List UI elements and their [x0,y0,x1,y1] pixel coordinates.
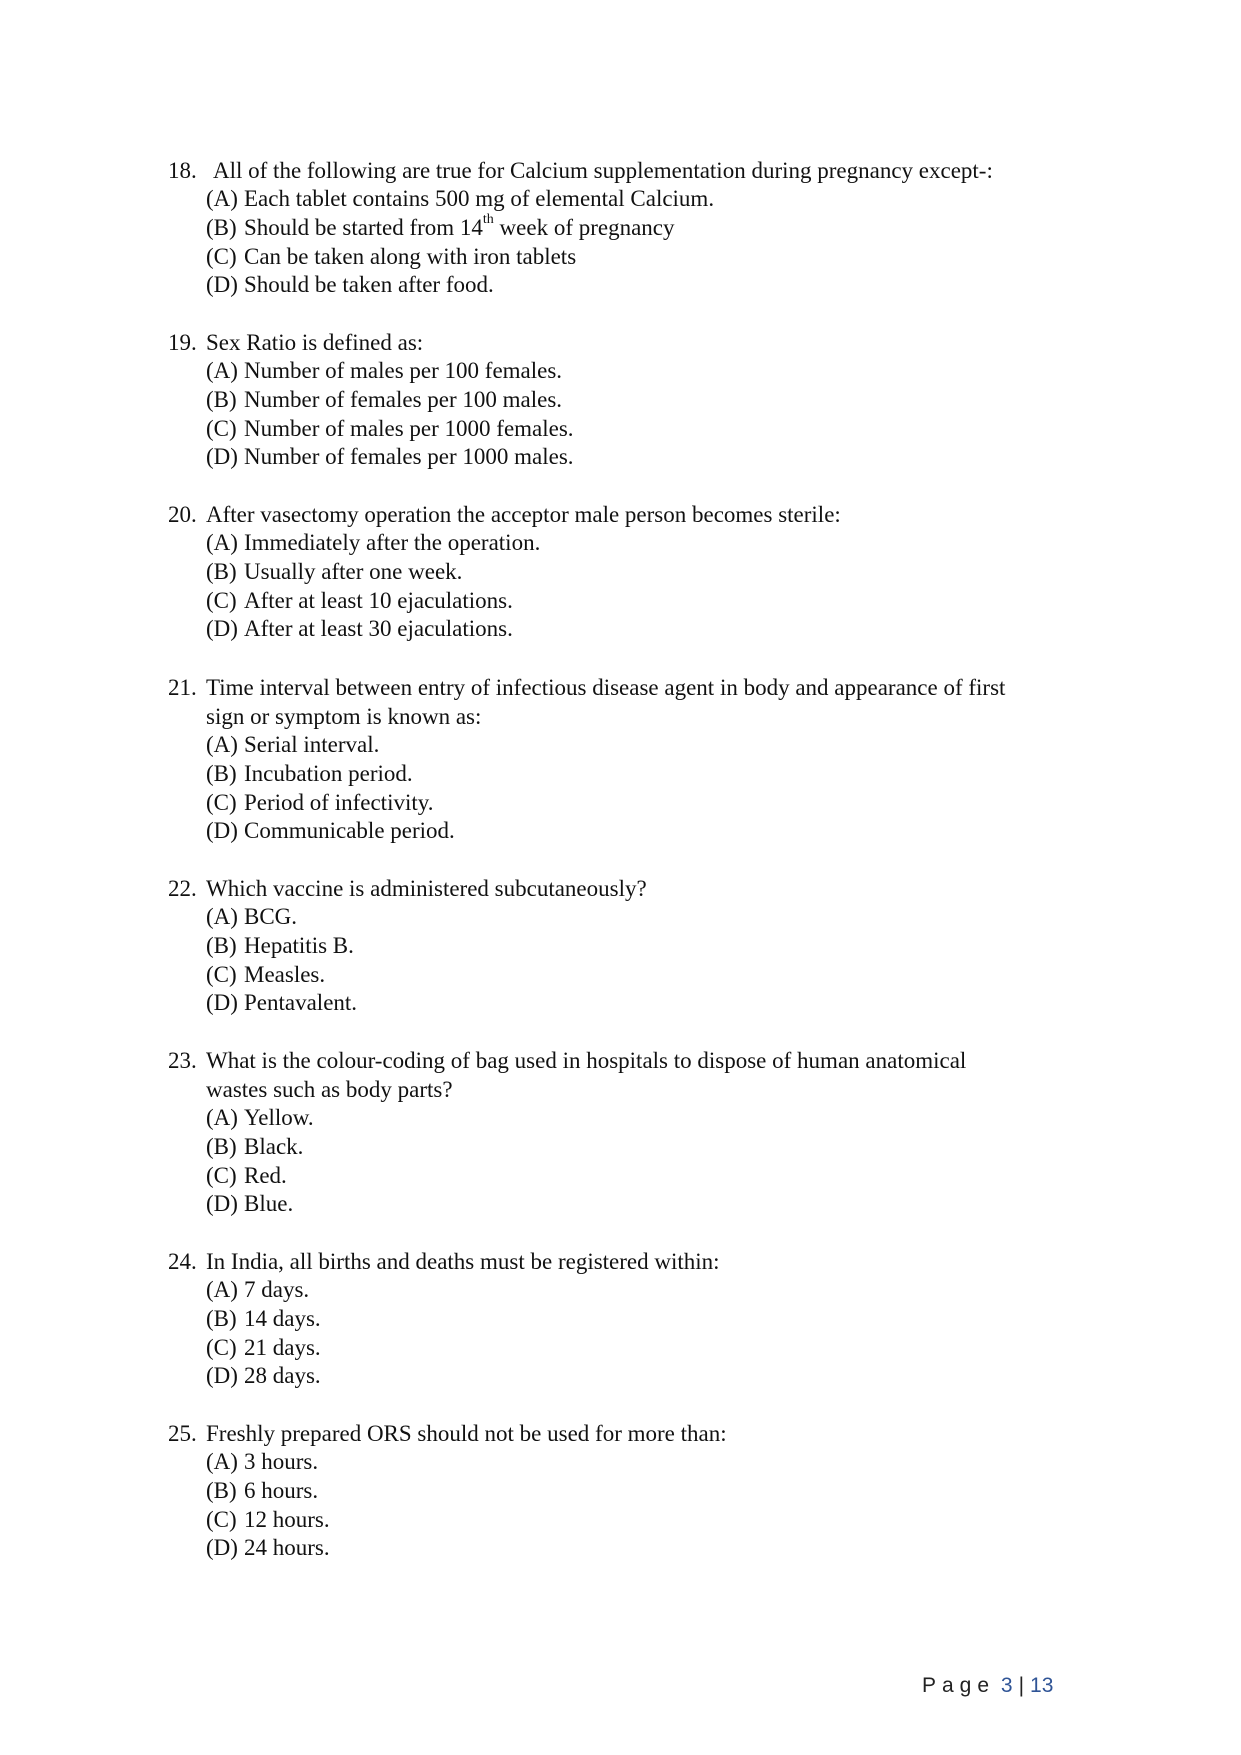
option-b [0,760,1241,789]
page-word: Page [922,1674,996,1697]
option-text: 28 days. [244,1363,321,1389]
option-label: (A) [206,530,238,555]
question-23 [0,1046,1241,1219]
option-d [0,1534,1241,1563]
option-text: Serial interval. [244,732,380,757]
option-c [0,415,1241,444]
option-label: (A) [206,1105,238,1130]
option-label: (C) [206,243,237,269]
option-label: (B) [206,932,237,958]
option-d [0,1362,1241,1391]
option-d [0,817,1241,846]
option-d [0,615,1241,644]
option-label: (C) [206,587,237,613]
option-c [0,1334,1241,1363]
option-text: Blue. [244,1191,294,1217]
option-label: (A) [206,1449,238,1474]
option-text: Hepatitis B. [244,932,354,958]
question-stem: After vasectomy operation the acceptor male person becomes sterile: [206,502,841,527]
option-label: (B) [206,386,237,412]
question-20 [0,500,1241,644]
option-label: (C) [206,1334,237,1360]
option-text: 24 hours. [244,1535,330,1561]
option-a [0,357,1241,386]
option-text: 12 hours. [244,1506,330,1532]
option-text: Yellow. [244,1105,314,1130]
option-text: 3 hours. [244,1449,319,1474]
question-stem: In India, all births and deaths must be registered within: [206,1249,720,1274]
option-label: (B) [206,558,237,584]
page-separator: | [1018,1674,1025,1697]
option-label: (D) [206,818,238,844]
option-text: Immediately after the operation. [244,530,541,555]
question-number: 21. [168,675,197,700]
question-22 [0,874,1241,1018]
option-text: Number of males per 1000 females. [244,415,574,441]
option-text: Should be taken after food. [244,272,494,298]
option-label: (A) [206,904,238,929]
option-text: After at least 10 ejaculations. [244,587,513,613]
option-label: (A) [206,732,238,757]
question-stem-continued: sign or symptom is known as: [206,704,482,729]
option-text: Number of females per 100 males. [244,386,563,412]
option-label: (C) [206,1162,237,1188]
option-text: Pentavalent. [244,990,358,1016]
option-b [0,386,1241,415]
option-text: 6 hours. [244,1477,319,1503]
option-d [0,271,1241,300]
option-text: 7 days. [244,1277,310,1302]
option-label: (B) [206,1305,237,1331]
option-text: After at least 30 ejaculations. [244,616,513,642]
option-c [0,961,1241,990]
question-stem: Freshly prepared ORS should not be used for more than: [206,1421,727,1446]
option-label: (D) [206,1535,238,1561]
option-a [0,529,1241,558]
question-stem: Sex Ratio is defined as: [206,330,424,355]
option-label: (D) [206,616,238,642]
option-text: Number of females per 1000 males. [244,444,574,470]
option-d [0,989,1241,1018]
option-c [0,1506,1241,1535]
current-page-number: 3 [1000,1674,1013,1697]
option-label: (D) [206,444,238,470]
question-stem: Which vaccine is administered subcutaneously? [206,876,647,901]
option-label: (A) [206,358,238,383]
option-text: Can be taken along with iron tablets [244,243,577,269]
option-text: Each tablet contains 500 mg of elemental Calcium. [244,186,715,211]
question-number: 18. [168,158,197,183]
option-c [0,789,1241,818]
option-a [0,903,1241,932]
question-21 [0,673,1241,846]
option-a [0,1276,1241,1305]
option-label: (A) [206,186,238,211]
option-text: Communicable period. [244,818,455,844]
question-24 [0,1247,1241,1391]
option-text-part: week of pregnancy [493,214,675,240]
question-stem-continued: wastes such as body parts? [206,1077,453,1102]
question-number: 23. [168,1048,197,1073]
option-a [0,185,1241,214]
option-a [0,731,1241,760]
option-text: 21 days. [244,1334,321,1360]
option-label: (B) [206,214,237,240]
question-25 [0,1419,1241,1563]
option-label: (C) [206,961,237,987]
option-label: (B) [206,1477,237,1503]
superscript: th [482,212,494,228]
option-text: Red. [244,1162,287,1188]
option-c [0,243,1241,272]
question-stem: What is the colour-coding of bag used in hospitals to dispose of human anatomical [206,1048,967,1073]
option-label: (C) [206,1506,237,1532]
option-text: 14 days. [244,1305,321,1331]
option-label: (D) [206,1191,238,1217]
option-b [0,1305,1241,1334]
option-label: (B) [206,760,237,786]
question-stem: Time interval between entry of infectious disease agent in body and appearance of first [206,675,1006,700]
option-text: Number of males per 100 females. [244,358,563,383]
option-text: Measles. [244,961,326,987]
option-b [0,558,1241,587]
option-text: BCG. [244,904,298,929]
option-b [0,932,1241,961]
option-text [244,214,675,243]
total-pages: 13 [1030,1674,1054,1697]
question-number: 24. [168,1249,197,1274]
option-text: Period of infectivity. [244,789,434,815]
option-c [0,587,1241,616]
option-a [0,1104,1241,1133]
option-b [0,214,1241,243]
question-19 [0,328,1241,472]
option-b [0,1477,1241,1506]
option-label: (D) [206,990,238,1016]
option-b [0,1133,1241,1162]
option-text-part: Should be started from 14 [244,214,483,240]
option-label: (B) [206,1133,237,1159]
option-label: (D) [206,1363,238,1389]
option-d [0,1190,1241,1219]
page-footer [922,1674,1053,1698]
question-number: 19. [168,330,197,355]
option-c [0,1162,1241,1191]
option-text: Usually after one week. [244,558,463,584]
option-label: (C) [206,415,237,441]
option-label: (A) [206,1277,238,1302]
question-stem: All of the following are true for Calcium supplementation during pregnancy except-: [213,158,993,183]
option-label: (C) [206,789,237,815]
option-label: (D) [206,272,238,298]
question-number: 20. [168,502,197,527]
question-number: 22. [168,876,197,901]
option-text: Black. [244,1133,304,1159]
question-number: 25. [168,1421,197,1446]
question-18 [0,156,1241,300]
option-a [0,1448,1241,1477]
option-text: Incubation period. [244,760,413,786]
option-d [0,443,1241,472]
